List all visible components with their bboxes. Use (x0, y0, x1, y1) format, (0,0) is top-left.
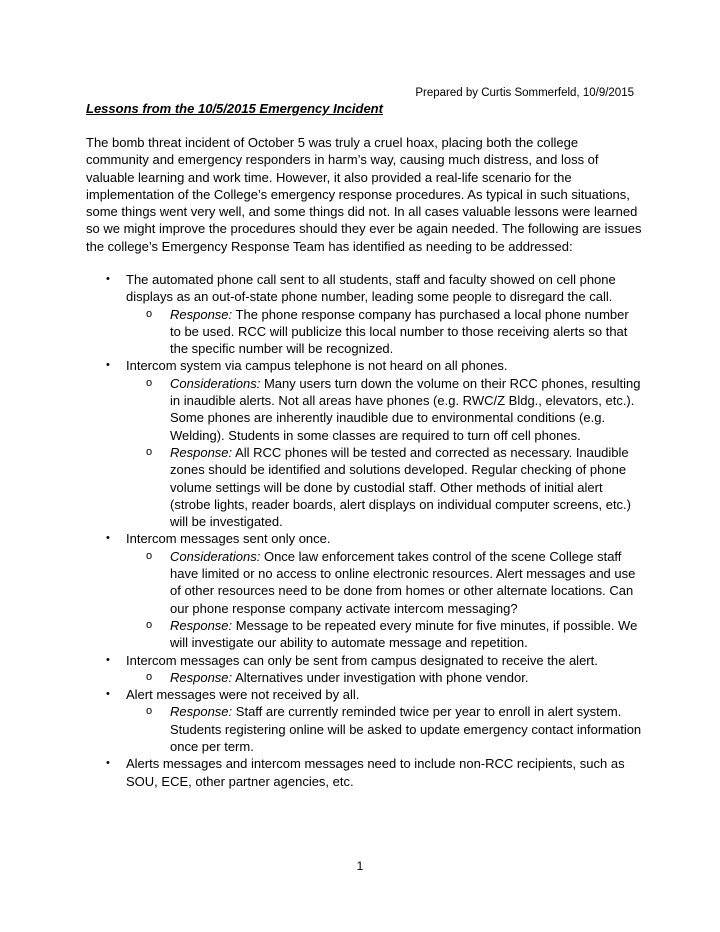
sub-list (126, 703, 642, 755)
sub-bullet-icon: o (146, 307, 153, 320)
sub-text: Staff are currently reminded twice per year to enroll in alert system. Students registering online will be asked to update emergency contact information once per term. (170, 704, 642, 755)
sub-item (86, 444, 642, 530)
list-item (86, 755, 642, 790)
sub-label: Response: (170, 444, 233, 460)
bullet-icon: • (106, 653, 110, 666)
sub-bullet-icon: o (146, 549, 153, 562)
sub-text: All RCC phones will be tested and corrected as necessary. Inaudible zones should be identified and solutions developed. Regular checking of phone volume settings will be done by custodial staff. Other methods of initial alert (strobe lights, reader boards, alert displays on individual computer screens, etc.) will be investigated. (170, 444, 631, 530)
issue-text: The automated phone call sent to all students, staff and faculty showed on cell phone displays as an out-of-state phone number, leading some people to disregard the call. (126, 272, 616, 305)
list-item (86, 686, 642, 755)
document-title: Lessons from the 10/5/2015 Emergency Incident (86, 101, 383, 116)
bullet-icon: • (106, 532, 110, 545)
sub-text: Message to be repeated every minute for five minutes, if possible. We will investigate our ability to automate message and repetition. (170, 617, 638, 651)
sub-item (86, 306, 642, 358)
sub-bullet-icon: o (146, 670, 153, 683)
sub-item (86, 375, 642, 444)
issues-list (86, 271, 642, 790)
issue-text: Intercom messages sent only once. (126, 531, 331, 547)
list-item (86, 530, 642, 651)
sub-list (126, 669, 642, 686)
sub-text: Alternatives under investigation with phone vendor. (235, 669, 529, 685)
list-item (86, 357, 642, 530)
issue-text: Alerts messages and intercom messages need to include non-RCC recipients, such as SOU, ECE, other partner agencies, etc. (126, 756, 625, 789)
sub-list (126, 375, 642, 531)
sub-label: Response: (170, 617, 233, 633)
sub-label: Considerations: (170, 375, 261, 391)
issue-text: Intercom messages can only be sent from campus designated to receive the alert. (126, 652, 598, 668)
sub-label: Response: (170, 306, 233, 322)
bullet-icon: • (106, 273, 110, 285)
bullet-icon: • (106, 757, 110, 770)
sub-bullet-icon: o (146, 705, 153, 718)
sub-text: Once law enforcement takes control of the scene College staff have limited or no access to online electronic resources. Alert messages and use of other resources need to be done from homes or other alternate locations. Can our phone response company activate intercom messaging? (170, 548, 636, 616)
list-item (86, 652, 642, 687)
sub-label: Response: (170, 704, 233, 720)
list-item (86, 271, 642, 357)
sub-bullet-icon: o (146, 376, 153, 389)
sub-text: The phone response company has purchased a local phone number to be used. RCC will publicize this local number to those receiving alerts so that the specific number will be recognized. (170, 306, 629, 357)
sub-bullet-icon: o (146, 618, 153, 631)
sub-label: Considerations: (170, 548, 261, 564)
bullet-icon: • (106, 688, 110, 701)
page-number: 1 (356, 859, 364, 873)
sub-item (86, 703, 642, 755)
sub-label: Response: (170, 669, 233, 685)
issue-text: Intercom system via campus telephone is not heard on all phones. (126, 358, 508, 374)
prepared-by-line: Prepared by Curtis Sommerfeld, 10/9/2015 (415, 87, 634, 99)
issue-text: Alert messages were not received by all. (126, 687, 360, 703)
sub-item (86, 548, 642, 617)
sub-item (86, 669, 642, 686)
intro-paragraph: The bomb threat incident of October 5 was truly a cruel hoax, placing both the college community and emergency responders in harm’s way, causing much distress, and loss of valuable learning and work time. However, it also provided a real-life scenario for the implementation of the College’s emergency response procedures. As typical in such situations, some things went very well, and some things did not. In all cases valuable lessons were learned so we might improve the procedures should they ever be again needed. The following are issues the college’s Emergency Response Team has identified as needing to be addressed: (86, 135, 642, 254)
sub-item (86, 617, 642, 652)
bullet-icon: • (106, 359, 110, 372)
sub-list (126, 548, 642, 652)
sub-bullet-icon: o (146, 445, 153, 458)
sub-text: Many users turn down the volume on their RCC phones, resulting in inaudible alerts. Not all areas have phones (e.g. RWC/Z Bldg., elevators, etc.). Some phones are inherently inaudible due to environmental conditions (e.g. Welding). Students in some classes are required to turn off cell phones. (170, 375, 641, 443)
sub-list (126, 306, 642, 358)
